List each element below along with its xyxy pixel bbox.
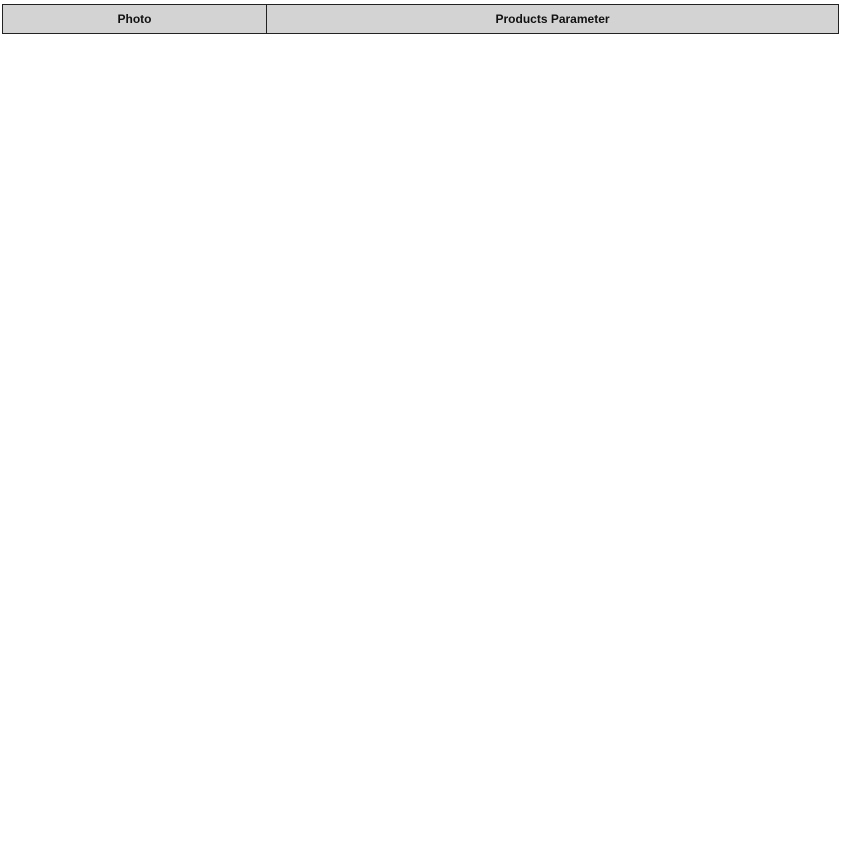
spec-table	[2, 4, 839, 34]
header-row	[3, 5, 839, 34]
header-photo: Photo	[3, 5, 267, 34]
header-products-parameter: Products Parameter	[267, 5, 839, 34]
